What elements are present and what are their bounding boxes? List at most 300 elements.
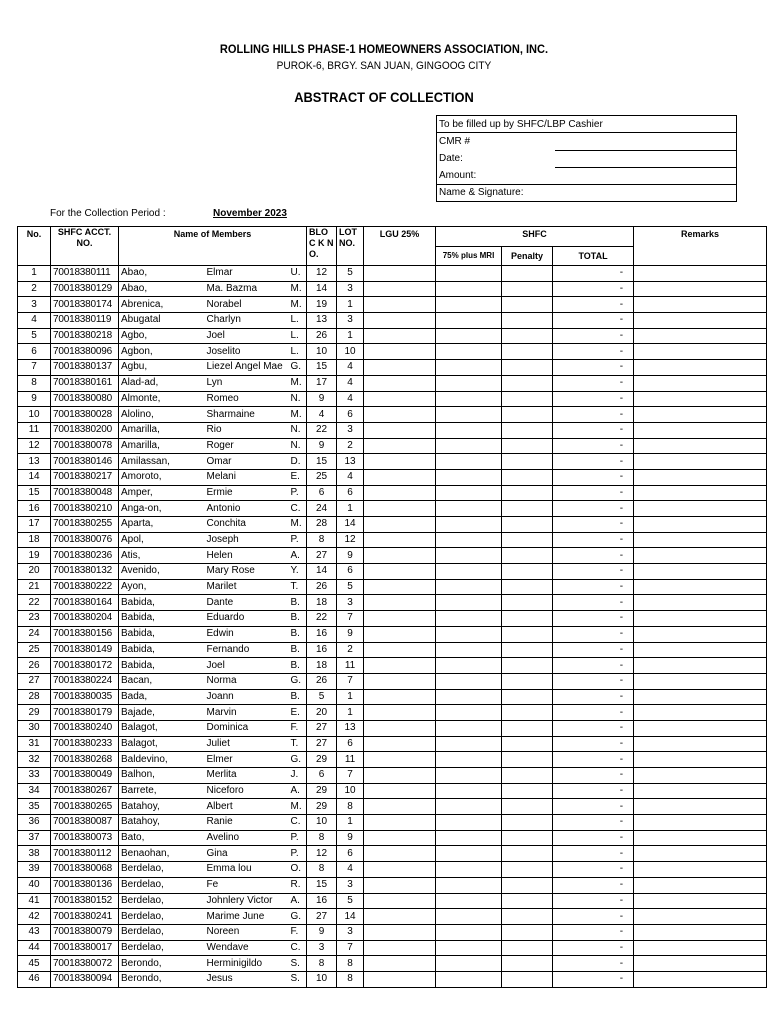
penalty-cell [502,611,553,627]
last-name: Bada, [119,689,205,705]
block-number: 29 [307,752,337,768]
lot-number: 8 [337,971,364,987]
last-name: Berdelao, [119,924,205,940]
remarks-cell [634,391,767,407]
block-number: 28 [307,517,337,533]
penalty-cell [502,360,553,376]
mri-cell [436,579,502,595]
amount-line [555,171,736,185]
middle-initial: F. [289,720,307,736]
penalty-cell [502,595,553,611]
amount-label: Amount: [439,170,477,181]
remarks-cell [634,689,767,705]
row-number: 19 [18,548,51,564]
last-name: Berdelao, [119,893,205,909]
first-name: Antonio [205,501,289,517]
last-name: Balagot, [119,736,205,752]
middle-initial: L. [289,328,307,344]
table-row [18,736,767,752]
lot-number: 5 [337,266,364,282]
lgu-cell [364,971,436,987]
last-name: Atis, [119,548,205,564]
mri-cell [436,736,502,752]
block-number: 12 [307,266,337,282]
mri-cell [436,548,502,564]
mri-cell [436,846,502,862]
mri-cell [436,532,502,548]
total-cell: - [553,611,634,627]
cashier-heading: To be filled up by SHFC/LBP Cashier [439,119,603,130]
table-row [18,799,767,815]
remarks-cell [634,642,767,658]
middle-initial: P. [289,485,307,501]
first-name: Lyn [205,375,289,391]
table-row [18,313,767,329]
middle-initial: M. [289,517,307,533]
remarks-cell [634,956,767,972]
penalty-cell [502,815,553,831]
penalty-cell [502,720,553,736]
block-number: 6 [307,768,337,784]
first-name: Norma [205,673,289,689]
account-number: 70018380080 [51,391,119,407]
last-name: Anga-on, [119,501,205,517]
account-number: 70018380094 [51,971,119,987]
account-number: 70018380218 [51,328,119,344]
penalty-cell [502,846,553,862]
table-row [18,501,767,517]
first-name: Marvin [205,705,289,721]
table-row [18,438,767,454]
last-name: Babida, [119,626,205,642]
row-number: 46 [18,971,51,987]
lot-number: 8 [337,799,364,815]
remarks-cell [634,532,767,548]
mri-cell [436,266,502,282]
row-number: 30 [18,720,51,736]
table-row [18,705,767,721]
penalty-cell [502,532,553,548]
row-number: 15 [18,485,51,501]
lgu-cell [364,658,436,674]
last-name: Ayon, [119,579,205,595]
first-name: Charlyn [205,313,289,329]
total-cell: - [553,407,634,423]
mri-cell [436,673,502,689]
account-number: 70018380112 [51,846,119,862]
penalty-cell [502,564,553,580]
table-row [18,783,767,799]
account-number: 70018380048 [51,485,119,501]
row-number: 31 [18,736,51,752]
lot-number: 6 [337,485,364,501]
table-row [18,893,767,909]
first-name: Johnlery Victor [205,893,289,909]
remarks-cell [634,360,767,376]
lgu-cell [364,720,436,736]
lgu-cell [364,517,436,533]
lot-number: 6 [337,564,364,580]
block-number: 16 [307,893,337,909]
middle-initial: B. [289,595,307,611]
penalty-cell [502,454,553,470]
remarks-cell [634,846,767,862]
lgu-cell [364,360,436,376]
lot-number: 14 [337,909,364,925]
remarks-cell [634,595,767,611]
penalty-cell [502,438,553,454]
lot-number: 1 [337,297,364,313]
lot-number: 1 [337,815,364,831]
block-number: 29 [307,799,337,815]
table-row [18,360,767,376]
table-row [18,877,767,893]
block-number: 26 [307,328,337,344]
middle-initial: B. [289,626,307,642]
lot-number: 4 [337,375,364,391]
table-row [18,485,767,501]
table-row [18,830,767,846]
middle-initial: A. [289,783,307,799]
last-name: Amoroto, [119,469,205,485]
block-number: 18 [307,595,337,611]
block-number: 14 [307,281,337,297]
account-number: 70018380172 [51,658,119,674]
row-number: 17 [18,517,51,533]
remarks-cell [634,485,767,501]
penalty-cell [502,752,553,768]
penalty-cell [502,469,553,485]
penalty-cell [502,956,553,972]
row-number: 25 [18,642,51,658]
last-name: Bacan, [119,673,205,689]
lot-number: 11 [337,752,364,768]
first-name: Gina [205,846,289,862]
table-row [18,328,767,344]
account-number: 70018380164 [51,595,119,611]
mri-cell [436,909,502,925]
last-name: Baldevino, [119,752,205,768]
first-name: Sharmaine [205,407,289,423]
table-row [18,548,767,564]
row-number: 33 [18,768,51,784]
remarks-cell [634,517,767,533]
table-row [18,909,767,925]
last-name: Babida, [119,595,205,611]
mri-cell [436,564,502,580]
first-name: Avelino [205,830,289,846]
lgu-cell [364,940,436,956]
total-cell: - [553,673,634,689]
mri-cell [436,752,502,768]
row-number: 12 [18,438,51,454]
block-number: 15 [307,454,337,470]
lgu-cell [364,548,436,564]
mri-cell [436,877,502,893]
last-name: Agbu, [119,360,205,376]
last-name: Berdelao, [119,877,205,893]
table-row [18,768,767,784]
account-number: 70018380068 [51,862,119,878]
remarks-cell [634,830,767,846]
first-name: Albert [205,799,289,815]
account-number: 70018380028 [51,407,119,423]
last-name: Abao, [119,266,205,282]
remarks-cell [634,720,767,736]
row-number: 8 [18,375,51,391]
penalty-cell [502,579,553,595]
first-name: Elmar [205,266,289,282]
last-name: Amarilla, [119,438,205,454]
lgu-cell [364,752,436,768]
table-row [18,846,767,862]
first-name: Juliet [205,736,289,752]
total-cell: - [553,517,634,533]
table-row [18,564,767,580]
row-number: 40 [18,877,51,893]
middle-initial: D. [289,454,307,470]
total-cell: - [553,501,634,517]
mri-cell [436,720,502,736]
table-row [18,940,767,956]
first-name: Joselito [205,344,289,360]
penalty-cell [502,548,553,564]
block-number: 24 [307,501,337,517]
block-number: 29 [307,783,337,799]
last-name: Avenido, [119,564,205,580]
lot-number: 3 [337,422,364,438]
last-name: Batahoy, [119,815,205,831]
account-number: 70018380096 [51,344,119,360]
table-row [18,673,767,689]
total-cell: - [553,893,634,909]
table-row [18,752,767,768]
last-name: Babida, [119,642,205,658]
row-number: 14 [18,469,51,485]
remarks-cell [634,783,767,799]
row-number: 11 [18,422,51,438]
block-number: 19 [307,297,337,313]
mri-cell [436,971,502,987]
account-number: 70018380236 [51,548,119,564]
lot-number: 3 [337,877,364,893]
middle-initial: L. [289,344,307,360]
first-name: Emma lou [205,862,289,878]
total-cell: - [553,548,634,564]
lgu-cell [364,611,436,627]
block-number: 26 [307,579,337,595]
lot-number: 14 [337,517,364,533]
lgu-cell [364,705,436,721]
table-row [18,815,767,831]
cashier-heading-divider [437,116,736,133]
lgu-cell [364,297,436,313]
middle-initial: S. [289,956,307,972]
total-cell: - [553,752,634,768]
mri-cell [436,517,502,533]
total-cell: - [553,909,634,925]
account-number: 70018380035 [51,689,119,705]
account-number: 70018380072 [51,956,119,972]
block-number: 27 [307,736,337,752]
middle-initial: M. [289,281,307,297]
last-name: Aparta, [119,517,205,533]
row-number: 37 [18,830,51,846]
cmr-line [555,137,736,151]
block-number: 15 [307,877,337,893]
block-number: 8 [307,830,337,846]
lot-number: 9 [337,548,364,564]
lgu-cell [364,438,436,454]
lgu-cell [364,407,436,423]
total-cell: - [553,344,634,360]
account-number: 70018380132 [51,564,119,580]
lgu-cell [364,266,436,282]
remarks-cell [634,611,767,627]
last-name: Berdelao, [119,862,205,878]
lot-number: 8 [337,956,364,972]
row-number: 26 [18,658,51,674]
table-row [18,971,767,987]
lot-number: 6 [337,736,364,752]
remarks-cell [634,940,767,956]
account-number: 70018380087 [51,815,119,831]
row-number: 27 [18,673,51,689]
penalty-cell [502,642,553,658]
block-number: 14 [307,564,337,580]
mri-cell [436,454,502,470]
last-name: Batahoy, [119,799,205,815]
block-number: 26 [307,673,337,689]
row-number: 18 [18,532,51,548]
penalty-cell [502,909,553,925]
table-row [18,391,767,407]
mri-cell [436,391,502,407]
last-name: Amarilla, [119,422,205,438]
table-row [18,956,767,972]
lgu-cell [364,281,436,297]
mri-cell [436,611,502,627]
mri-cell [436,689,502,705]
table-row [18,642,767,658]
penalty-cell [502,658,553,674]
block-number: 20 [307,705,337,721]
organization-address: PUROK-6, BRGY. SAN JUAN, GINGOOG CITY [276,60,492,72]
lgu-cell [364,422,436,438]
mri-cell [436,705,502,721]
first-name: Roger [205,438,289,454]
first-name: Ma. Bazma [205,281,289,297]
account-number: 70018380136 [51,877,119,893]
row-number: 32 [18,752,51,768]
remarks-cell [634,971,767,987]
total-cell: - [553,266,634,282]
table-row [18,422,767,438]
remarks-cell [634,752,767,768]
penalty-cell [502,971,553,987]
block-number: 9 [307,391,337,407]
table-body [18,266,767,988]
middle-initial: N. [289,438,307,454]
row-number: 22 [18,595,51,611]
first-name: Fernando [205,642,289,658]
lgu-cell [364,799,436,815]
middle-initial: T. [289,579,307,595]
remarks-cell [634,815,767,831]
penalty-cell [502,281,553,297]
mri-cell [436,438,502,454]
row-number: 7 [18,360,51,376]
block-number: 8 [307,956,337,972]
account-number: 70018380049 [51,768,119,784]
account-number: 70018380079 [51,924,119,940]
block-number: 3 [307,940,337,956]
table-row [18,689,767,705]
table-row [18,281,767,297]
total-cell: - [553,297,634,313]
first-name: Rio [205,422,289,438]
lgu-cell [364,564,436,580]
lot-number: 10 [337,344,364,360]
lot-number: 1 [337,705,364,721]
lot-number: 3 [337,281,364,297]
lgu-cell [364,783,436,799]
middle-initial: O. [289,862,307,878]
mri-cell [436,862,502,878]
lot-number: 6 [337,846,364,862]
penalty-cell [502,689,553,705]
first-name: Eduardo [205,611,289,627]
penalty-cell [502,877,553,893]
total-cell: - [553,924,634,940]
table-row [18,611,767,627]
total-cell: - [553,313,634,329]
table-row [18,517,767,533]
total-cell: - [553,532,634,548]
lgu-cell [364,815,436,831]
penalty-cell [502,783,553,799]
mri-cell [436,893,502,909]
middle-initial: M. [289,375,307,391]
row-number: 13 [18,454,51,470]
block-number: 17 [307,375,337,391]
total-cell: - [553,862,634,878]
remarks-cell [634,877,767,893]
total-cell: - [553,595,634,611]
table-row [18,297,767,313]
penalty-cell [502,297,553,313]
row-number: 39 [18,862,51,878]
account-number: 70018380200 [51,422,119,438]
middle-initial: N. [289,391,307,407]
account-number: 70018380119 [51,313,119,329]
lot-number: 2 [337,438,364,454]
total-cell: - [553,720,634,736]
lot-number: 11 [337,658,364,674]
table-row [18,375,767,391]
lgu-cell [364,768,436,784]
penalty-cell [502,799,553,815]
middle-initial: P. [289,830,307,846]
col-no: No. [18,227,51,266]
block-number: 22 [307,422,337,438]
lgu-cell [364,532,436,548]
account-number: 70018380152 [51,893,119,909]
remarks-cell [634,438,767,454]
lot-number: 7 [337,940,364,956]
amount-divider [437,171,555,185]
mri-cell [436,626,502,642]
